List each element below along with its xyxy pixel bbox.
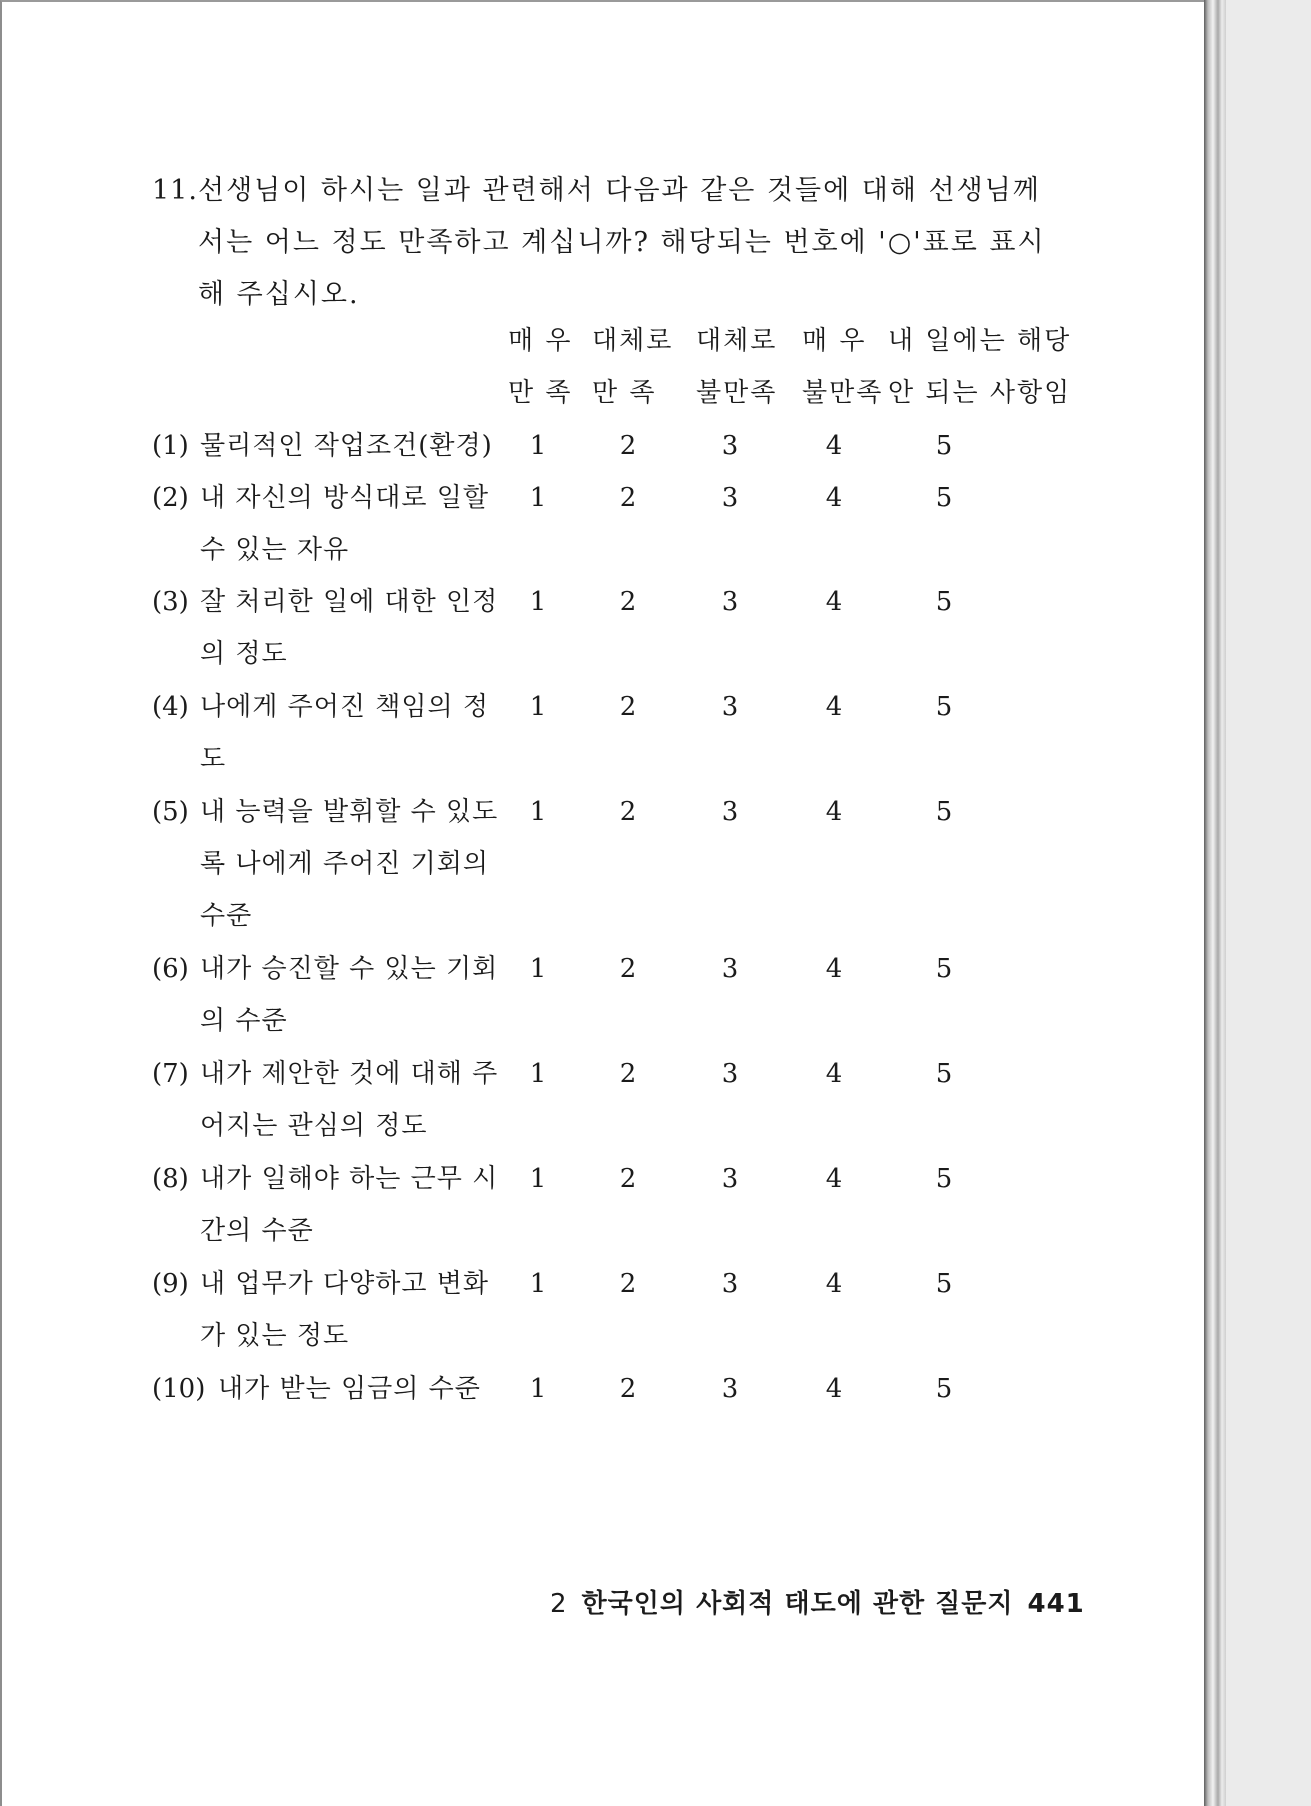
option-1[interactable]: 1: [529, 797, 547, 827]
option-3[interactable]: 3: [721, 797, 739, 827]
option-3[interactable]: 3: [721, 1164, 739, 1194]
footer-chapter-number: 2: [550, 1589, 568, 1619]
item-number: (10): [152, 1374, 206, 1404]
option-3[interactable]: 3: [721, 1059, 739, 1089]
item-row: [2, 1258, 1206, 1351]
option-3[interactable]: 3: [721, 587, 739, 617]
item-number: (4): [152, 692, 189, 722]
item-label: 물리적인 작업조건(환경): [200, 431, 493, 461]
item-label: 나에게 주어진 책임의 정도: [200, 692, 489, 774]
option-2[interactable]: 2: [619, 431, 637, 461]
option-1[interactable]: 1: [529, 1269, 547, 1299]
option-5[interactable]: 5: [935, 1059, 953, 1089]
option-1[interactable]: 1: [529, 1059, 547, 1089]
item-row: [2, 1153, 1206, 1246]
option-5[interactable]: 5: [935, 587, 953, 617]
item-label: 내가 승진할 수 있는 기회의 수준: [200, 954, 499, 1036]
option-2[interactable]: 2: [619, 797, 637, 827]
option-2[interactable]: 2: [619, 692, 637, 722]
option-4[interactable]: 4: [825, 954, 843, 984]
item-number: (1): [152, 431, 189, 461]
item-label: 내가 받는 임금의 수준: [218, 1374, 481, 1404]
question-number: 11.: [152, 175, 198, 206]
item-row: [2, 786, 1206, 931]
scale-header-very-satisfied: 매 우 만 족: [508, 326, 573, 408]
item-label: 내 능력을 발휘할 수 있도록 나에게 주어진 기회의 수준: [200, 797, 499, 931]
option-1[interactable]: 1: [529, 1374, 547, 1404]
option-2[interactable]: 2: [619, 483, 637, 513]
option-4[interactable]: 4: [825, 1374, 843, 1404]
item-row: [2, 1048, 1206, 1141]
scale-header-very-dissatisfied: 매 우 불만족: [802, 326, 884, 408]
option-1[interactable]: 1: [529, 587, 547, 617]
page-number: 441: [1027, 1589, 1085, 1619]
option-4[interactable]: 4: [825, 483, 843, 513]
item-number: (8): [152, 1164, 189, 1194]
option-1[interactable]: 1: [529, 483, 547, 513]
item-label: 내 자신의 방식대로 일할 수 있는 자유: [200, 483, 489, 565]
scale-header-somewhat-satisfied: 대체로 만 족: [592, 326, 674, 408]
option-2[interactable]: 2: [619, 587, 637, 617]
item-row: [2, 681, 1206, 774]
item-number: (6): [152, 954, 189, 984]
item-row: [2, 420, 1206, 472]
item-number: (2): [152, 483, 189, 513]
scale-header-somewhat-dissatisfied: 대체로 불만족: [696, 326, 778, 408]
option-1[interactable]: 1: [529, 431, 547, 461]
option-4[interactable]: 4: [825, 587, 843, 617]
option-1[interactable]: 1: [529, 1164, 547, 1194]
option-2[interactable]: 2: [619, 1059, 637, 1089]
question-text: 선생님이 하시는 일과 관련해서 다음과 같은 것들에 대해 선생님께서는 어느 정도 만족하고 계십니까? 해당되는 번호에 '○'표로 표시해 주십시오.: [198, 175, 1046, 310]
option-2[interactable]: 2: [619, 1269, 637, 1299]
option-2[interactable]: 2: [619, 1164, 637, 1194]
option-4[interactable]: 4: [825, 797, 843, 827]
option-2[interactable]: 2: [619, 1374, 637, 1404]
item-label: 내 업무가 다양하고 변화가 있는 정도: [200, 1269, 489, 1351]
page-margin-background: [1226, 0, 1311, 1806]
option-3[interactable]: 3: [721, 431, 739, 461]
option-3[interactable]: 3: [721, 483, 739, 513]
option-4[interactable]: 4: [825, 692, 843, 722]
item-number: (3): [152, 587, 189, 617]
option-5[interactable]: 5: [935, 1164, 953, 1194]
item-label: 내가 일해야 하는 근무 시간의 수준: [200, 1164, 499, 1246]
option-3[interactable]: 3: [721, 1374, 739, 1404]
page-footer: [550, 1582, 1085, 1626]
option-5[interactable]: 5: [935, 954, 953, 984]
item-row: [2, 472, 1206, 565]
item-row: [2, 943, 1206, 1036]
option-1[interactable]: 1: [529, 954, 547, 984]
item-label: 잘 처리한 일에 대한 인정의 정도: [200, 587, 499, 669]
option-4[interactable]: 4: [825, 431, 843, 461]
option-3[interactable]: 3: [721, 954, 739, 984]
item-label: 내가 제안한 것에 대해 주어지는 관심의 정도: [200, 1059, 499, 1141]
footer-title: 한국인의 사회적 태도에 관한 질문지: [581, 1589, 1014, 1619]
item-row: [2, 576, 1206, 669]
item-number: (7): [152, 1059, 189, 1089]
option-1[interactable]: 1: [529, 692, 547, 722]
option-3[interactable]: 3: [721, 692, 739, 722]
option-4[interactable]: 4: [825, 1059, 843, 1089]
option-5[interactable]: 5: [935, 1269, 953, 1299]
option-2[interactable]: 2: [619, 954, 637, 984]
option-5[interactable]: 5: [935, 431, 953, 461]
item-row: [2, 1363, 1206, 1415]
book-spine-edge: [1204, 0, 1226, 1806]
option-4[interactable]: 4: [825, 1164, 843, 1194]
item-number: (5): [152, 797, 189, 827]
option-5[interactable]: 5: [935, 692, 953, 722]
option-5[interactable]: 5: [935, 1374, 953, 1404]
item-number: (9): [152, 1269, 189, 1299]
scale-header-not-applicable: 내 일에는 해당 안 되는 사항임: [888, 326, 1072, 408]
option-3[interactable]: 3: [721, 1269, 739, 1299]
option-4[interactable]: 4: [825, 1269, 843, 1299]
option-5[interactable]: 5: [935, 797, 953, 827]
option-5[interactable]: 5: [935, 483, 953, 513]
